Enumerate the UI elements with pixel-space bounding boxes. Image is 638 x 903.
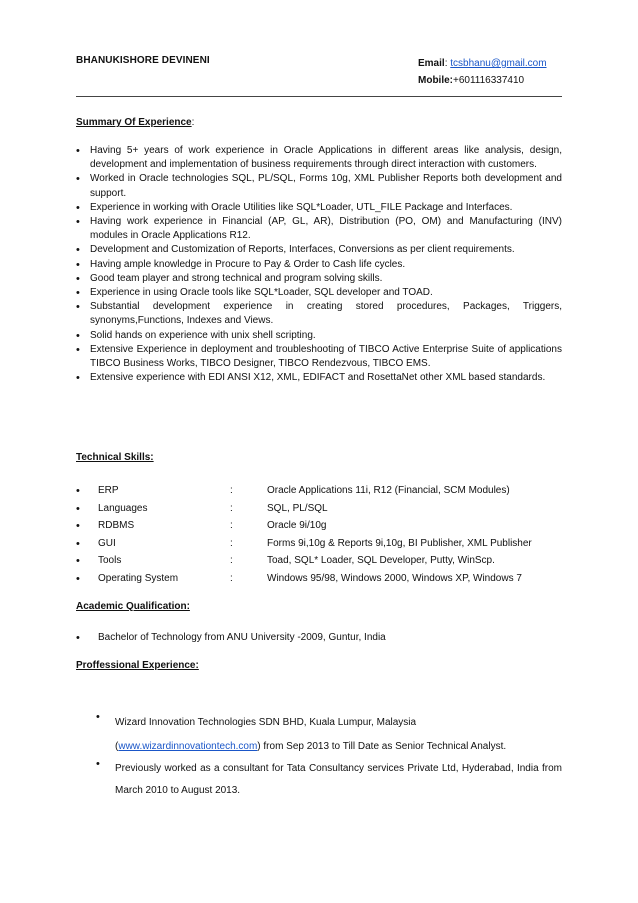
summary-list: [76, 144, 562, 385]
list-item: • Experience in working with Oracle Utilities like SQL*Loader, UTL_FILE Package and Interfaces.: [76, 201, 562, 215]
header-divider: [76, 96, 562, 97]
list-item: • Extensive Experience in deployment and troubleshooting of TIBCO Active Enterprise Suite of applications TIBCO Business Works, TIBCO Designer, TIBCO Rendezvous, TIBCO EMS.: [76, 343, 562, 371]
skill-key: ERP: [98, 485, 119, 496]
list-item: • Having ample knowledge in Procure to Pay & Order to Cash life cycles.: [76, 258, 562, 272]
contact-block: [418, 55, 547, 89]
skill-value: Forms 9i,10g & Reports 9i,10g, BI Publisher, XML Publisher: [267, 537, 532, 549]
skill-key: Tools: [98, 555, 122, 567]
skill-separator: :: [230, 485, 233, 496]
list-item: • Extensive experience with EDI ANSI X12, XML, EDIFACT and RosettaNet other XML based standards.: [76, 371, 562, 385]
skill-row: [76, 538, 566, 556]
bullet-icon: •: [96, 711, 100, 723]
mobile-value: +601116337410: [453, 75, 525, 86]
skill-row: [76, 573, 566, 591]
experience-item: [96, 711, 562, 759]
list-item: • Solid hands on experience with unix shell scripting.: [76, 329, 562, 343]
skill-value: SQL, PL/SQL: [267, 502, 328, 514]
list-item: • Having work experience in Financial (AP, GL, AR), Distribution (PO, OM) and Manufacturing (INV) modules in Oracle Applications R12.: [76, 215, 562, 243]
skill-row: [76, 555, 566, 573]
skill-value: Oracle Applications 11i, R12 (Financial, SCM Modules): [267, 485, 510, 496]
skills-table: [76, 485, 566, 591]
skill-separator: :: [230, 537, 233, 549]
candidate-name: BHANUKISHORE DEVINENI: [76, 55, 210, 66]
employer-website-link[interactable]: www.wizardinnovationtech.com: [118, 741, 258, 752]
summary-title: Summary Of Experience: [76, 117, 192, 128]
mobile-line: [418, 72, 547, 89]
employer-line: Wizard Innovation Technologies SDN BHD, Kuala Lumpur, Malaysia: [115, 717, 417, 728]
skill-value: Oracle 9i/10g: [267, 520, 327, 532]
skill-value: Windows 95/98, Windows 2000, Windows XP, Windows 7: [267, 572, 522, 584]
bullet-icon: •: [76, 520, 80, 533]
skill-key: Languages: [98, 502, 148, 514]
bullet-icon: •: [76, 555, 80, 568]
summary-heading: [76, 117, 194, 128]
academic-text: Bachelor of Technology from ANU University -2009, Guntur, India: [98, 632, 386, 643]
academic-title: Academic Qualification:: [76, 601, 190, 612]
mobile-label: Mobile:: [418, 75, 453, 86]
skill-key: GUI: [98, 537, 116, 549]
open-paren: (: [115, 741, 119, 752]
bullet-icon: •: [76, 485, 80, 497]
bullet-icon: •: [76, 632, 80, 644]
email-line: Email: tcsbhanu@gmail.com: [418, 58, 547, 69]
bullet-icon: •: [76, 537, 80, 550]
email-link[interactable]: tcsbhanu@gmail.com: [450, 58, 547, 69]
employer-tenure: ) from Sep 2013 to Till Date as Senior Technical Analyst.: [257, 741, 507, 752]
skill-separator: :: [230, 520, 233, 532]
list-item: • Substantial development experience in creating stored procedures, Packages, Triggers, synonyms,Functions, Indexes and Views.: [76, 300, 562, 328]
list-item: • Having 5+ years of work experience in Oracle Applications in different areas like analysis, design, development and implementation of business requirements through direct interaction with customers.: [76, 144, 562, 172]
skill-key: Operating System: [98, 572, 179, 584]
experience-item: [96, 758, 562, 802]
list-item: • Worked in Oracle technologies SQL, PL/SQL, Forms 10g, XML Publisher Reports both development and support.: [76, 172, 562, 200]
bullet-icon: •: [76, 502, 80, 515]
skill-row: [76, 485, 566, 503]
summary-title-suffix: :: [191, 117, 195, 128]
skill-row: [76, 520, 566, 538]
skill-separator: :: [230, 572, 233, 584]
list-item: • Good team player and strong technical and program solving skills.: [76, 272, 562, 286]
bullet-icon: •: [76, 572, 80, 585]
list-item: • Experience in using Oracle tools like SQL*Loader, SQL developer and TOAD.: [76, 286, 562, 300]
bullet-icon: •: [96, 758, 100, 770]
experience-text: Previously worked as a consultant for Tata Consultancy services Private Ltd, Hyderabad, India from March 2010 to August 2013.: [115, 763, 562, 796]
list-item: • Development and Customization of Reports, Interfaces, Conversions as per client requirements.: [76, 243, 562, 257]
technical-skills-title: Technical Skills:: [76, 452, 154, 463]
skill-separator: :: [230, 555, 233, 567]
professional-title: Proffessional Experience:: [76, 660, 199, 671]
skill-separator: :: [230, 502, 233, 514]
skill-value: Toad, SQL* Loader, SQL Developer, Putty, WinScp.: [267, 555, 495, 567]
email-label: Email: [418, 58, 445, 69]
experience-text: [96, 711, 562, 759]
skill-row: [76, 503, 566, 521]
skill-key: RDBMS: [98, 520, 135, 532]
